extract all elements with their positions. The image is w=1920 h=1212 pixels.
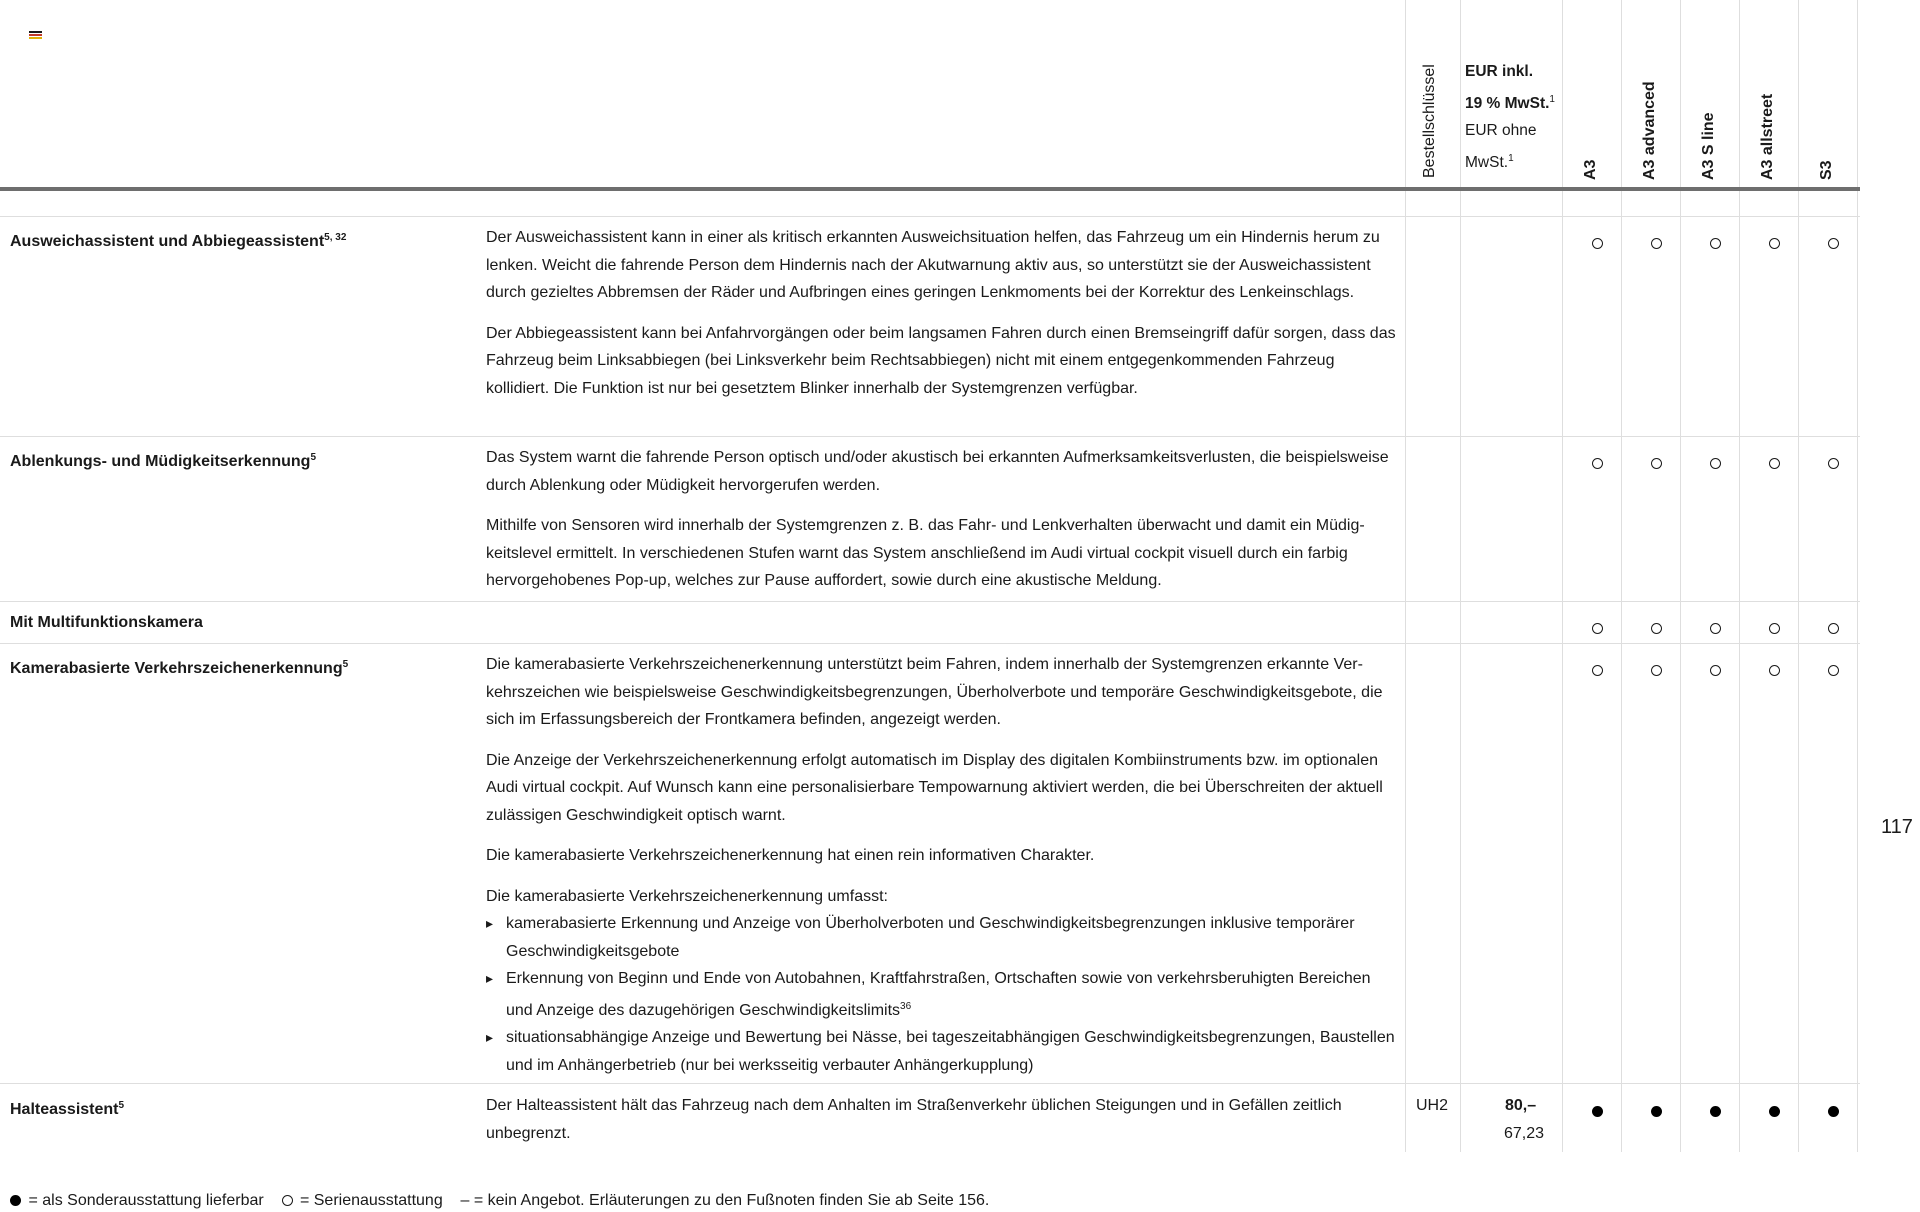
description-paragraph: Die kamerabasierte Verkehrszeichenerkennung hat einen rein informativen Charakter. [486, 847, 1095, 864]
price-gross-cell: 80,– [1505, 1097, 1537, 1114]
description-paragraph: Die Anzeige der Verkehrszeichenerkennung erfolgt automatisch im Display des digitalen Kombiinstruments bzw. im optionalen Audi virtual cockpit. Auf Wunsch kann eine personalisierbare Tempowarnung aktiviert werden, die bei Überschreiten der aktuell zulässigen Geschwindigkeit optisch warnt. [486, 751, 1383, 824]
list-item: ▸ kamerabasierte Erkennung und Anzeige von Überholverboten und Geschwindigkeitsbegrenzungen inklusive temporärer Geschwindigkeitsgebote [486, 910, 1396, 965]
standard-circle-icon [1828, 623, 1839, 634]
legend-standard: = Serienausstattung [299, 1192, 443, 1209]
header-price-net-l2: MwSt. [1465, 153, 1509, 171]
header-model-a3-s-line: A3 S line [1700, 112, 1717, 180]
row-description [486, 444, 1396, 608]
description-paragraph: Mithilfe von Sensoren wird innerhalb der Systemgrenzen z. B. das Fahr- und Lenkverhalten überwacht und damit ein Müdigkeitslevel ermittelt. In verschiedenen Stufen warnt das System anschließend im Audi virtual cockpit visuell durch ein farbig hervorgehobenes Pop-up, welches zur Pause auffordert, sowie durch eine akustische Meldung. [486, 517, 1365, 589]
flag-stripe [29, 34, 42, 36]
row-description [486, 1092, 1396, 1160]
standard-circle-icon [1828, 238, 1839, 249]
header-model-s3: S3 [1818, 160, 1835, 180]
standard-circle-icon [1651, 238, 1662, 249]
standard-circle-icon [1828, 458, 1839, 469]
row-description [486, 651, 1396, 1079]
row-divider [0, 643, 1860, 644]
standard-circle-icon [1592, 458, 1603, 469]
optional-dot-icon [1828, 1106, 1839, 1117]
filled-dot-icon [10, 1195, 21, 1206]
optional-dot-icon [1769, 1106, 1780, 1117]
standard-circle-icon [1710, 665, 1721, 676]
header-order-key: Bestellschlüssel [1421, 64, 1438, 178]
header-model-a3: A3 [1582, 159, 1599, 180]
row-title-ablenkungserkennung: Ablenkungs- und Müdigkeitserkennung$^5$ [10, 452, 317, 470]
description-paragraph: Die kamerabasierte Verkehrszeichenerkennung unterstützt beim Fahren, indem innerhalb der Systemgrenzen erkannte Verkehrszeichen wie beispielsweise Geschwindigkeitsbegrenzungen, Überholverbote und temporäre Geschwindigkeitsgebote, die sich im Erfassungsbereich der Frontkamera befinden, angezeigt werden. [486, 656, 1383, 728]
row-divider [0, 436, 1860, 437]
standard-circle-icon [1710, 238, 1721, 249]
optional-dot-icon [1651, 1106, 1662, 1117]
column-divider [1680, 0, 1681, 1152]
header-price-net-sup: 1 [1508, 152, 1514, 164]
column-divider [1405, 0, 1406, 1152]
column-divider [1562, 0, 1563, 1152]
row-divider [0, 601, 1860, 602]
column-divider [1621, 0, 1622, 1152]
header-model-a3-allstreet: A3 allstreet [1759, 93, 1776, 180]
feature-list [486, 910, 1396, 1079]
description-paragraph: Das System warnt die fahrende Person optisch und/oder akustisch bei erkannten Aufmerksamkeitsverlusten, die beispielsweise durch Ablenkung oder Müdigkeit hervorgerufen werden. [486, 449, 1389, 494]
description-paragraph: Der Abbiegeassistent kann bei Anfahrvorgängen oder beim langsamen Fahren durch einen Bremseingriff dafür sorgen, dass das Fahrzeug beim Linksabbiegen (bei Linksverkehr beim Rechtsabbiegen) nicht mit einem entgegenkommenden Fahrzeug kollidiert. Die Funktion ist nur bei gesetztem Blinker innerhalb der Systemgrenzen verfügbar. [486, 324, 1396, 397]
row-description [486, 224, 1396, 415]
header-price-gross-l1: EUR inkl. [1465, 63, 1534, 80]
row-divider [0, 1083, 1860, 1084]
list-intro: Die kamerabasierte Verkehrszeichenerkennung umfasst: [486, 887, 888, 905]
row-title-multifunktionskamera: Mit Multifunktionskamera [10, 614, 203, 631]
standard-circle-icon [1769, 665, 1780, 676]
standard-circle-icon [1592, 238, 1603, 249]
row-title-verkehrszeichenerkennung: Kamerabasierte Verkehrszeichenerkennung$^5$ [10, 659, 349, 677]
row-title-halteassistent: Halteassistent$^5$ [10, 1100, 125, 1118]
order-key-cell: UH2 [1416, 1097, 1449, 1114]
legend [10, 1190, 989, 1212]
legend-optional: = als Sonderausstattung lieferbar [28, 1192, 264, 1209]
price-net-cell: 67,23 [1504, 1125, 1545, 1142]
column-divider [1739, 0, 1740, 1152]
header-model-a3-advanced: A3 advanced [1641, 81, 1658, 180]
standard-circle-icon [1651, 623, 1662, 634]
list-item: ▸ Erkennung von Beginn und Ende von Autobahnen, Kraftfahrstraßen, Ortschaften sowie von verkehrsberuhigten Bereichen und Anzeige des dazugehörigen Geschwindigkeitslimits$^{36}$ [486, 965, 1396, 1024]
header-rule-thin [0, 216, 1860, 217]
optional-dot-icon [1710, 1106, 1721, 1117]
flag-stripe [29, 31, 42, 33]
standard-circle-icon [1592, 623, 1603, 634]
header-price-net-l1: EUR ohne [1465, 122, 1537, 140]
standard-circle-icon [1769, 623, 1780, 634]
header-rule [0, 187, 1860, 191]
legend-none: – = kein Angebot. Erläuterungen zu den Fußnoten finden Sie ab Seite 156. [460, 1192, 990, 1209]
standard-circle-icon [1651, 458, 1662, 469]
language-flag-icon [29, 31, 42, 41]
column-divider [1798, 0, 1799, 1152]
row-title-ausweichassistent: Ausweichassistent und Abbiegeassistent$^{5, 32}$ [10, 232, 347, 250]
header-price-gross-l2: 19 % MwSt. [1465, 94, 1550, 112]
open-circle-icon [282, 1195, 293, 1206]
standard-circle-icon [1828, 665, 1839, 676]
header-price-gross-sup: 1 [1549, 93, 1555, 105]
page-number: 117 [1881, 816, 1913, 838]
description-paragraph: Der Halteassistent hält das Fahrzeug nach dem Anhalten im Straßenverkehr üblichen Steigungen und in Gefällen zeitlich unbegrenzt. [486, 1097, 1342, 1142]
standard-circle-icon [1651, 665, 1662, 676]
description-paragraph: Der Ausweichassistent kann in einer als kritisch erkannten Ausweichsituation helfen, das Fahrzeug um ein Hindernis herum zu lenken. Weicht die fahrende Person dem Hindernis nach der Akutwarnung aktiv aus, so unterstützt sie der Ausweichassistent durch gezieltes Abbremsen der Räder und Aufbringen eines geringen Lenkmoments bei der Korrektur des Lenkeinschlags. [486, 229, 1380, 301]
standard-circle-icon [1710, 623, 1721, 634]
flag-stripe [29, 37, 42, 39]
standard-circle-icon [1710, 458, 1721, 469]
standard-circle-icon [1769, 238, 1780, 249]
standard-circle-icon [1592, 665, 1603, 676]
standard-circle-icon [1769, 458, 1780, 469]
optional-dot-icon [1592, 1106, 1603, 1117]
header-price [1465, 58, 1555, 176]
column-divider [1857, 0, 1858, 1152]
column-divider [1460, 0, 1461, 1152]
list-item: ▸ situationsabhängige Anzeige und Bewertung bei Nässe, bei tageszeitabhängigen Geschwindigkeitsbegrenzungen, Baustellen und im Anhängerbetrieb (nur bei werksseitig verbauter Anhängerkupplung) [486, 1024, 1396, 1079]
